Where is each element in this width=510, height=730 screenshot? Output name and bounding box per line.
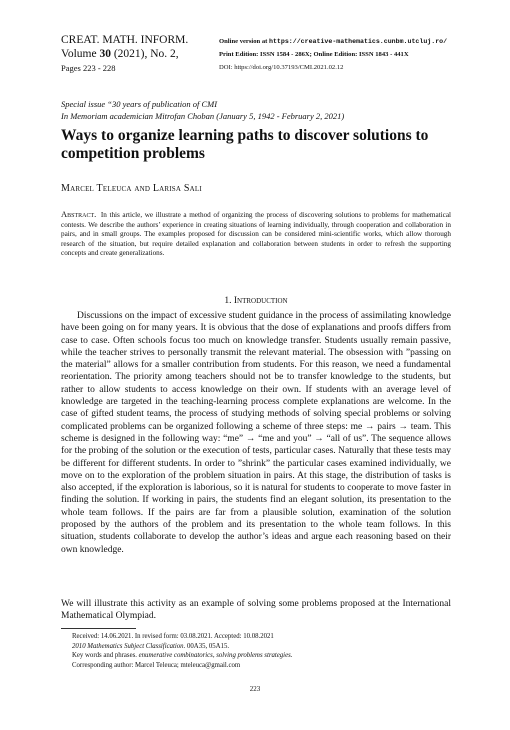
page-range: Pages 223 - 228: [61, 63, 116, 73]
volume-info: [61, 47, 211, 61]
online-version: [219, 35, 489, 48]
special-issue-line2: In Memoriam academician Mitrofan Choban (January 5, 1942 - February 2, 2021): [61, 110, 345, 121]
footnote-divider: [61, 628, 136, 629]
footnote-msc: [72, 642, 452, 652]
keywords-label: Key words and phrases.: [72, 652, 137, 660]
body-paragraph-1: Discussions on the impact of excessive student guidance in the process of assimilating knowledge have been going on for many years. It is obvious that the dose of explanations and proofs differs from case to case. Often schools focus too much on knowledge transfer. Students usually remain passive, while the teacher strives to personally transmit the relevant material. The obsession with ”passing on the material” allows for a smaller contribution from students. For this reason, we need a fundamental reorientation. The priority among teachers should not be to transfer knowledge to the students, but rather to allow students to access knowledge on their own. If students with an average level of knowledge are targeted in the teaching-learning process complete explanations are welcome. In the case of gifted student teams, the process of studying methods of solving special problems or solving complicated problems can be organized following a scheme of three steps: me → pairs → team. This scheme is designed in the following way: “me” → “me and you” → “all of us”. The sequence allows for the probing of the solution or the execution of tests, particular cases. Naturally that these tests may be different for different students. In order to ”shrink” the particular cases examined individually, we move on to the exploration of the problem situation in pairs. At this stage, the distribution of tasks is also accepted, if the exploration is laborious, so it is natural for students to cooperate to move faster in finding the solution. If working in pairs, the students find an elegant solution, its presentation to the whole team follows. If the pairs are far from a plausible solution, examination of the solution proposed by the authors of the problem and its presentation to the whole team follows. In this situation, students collaborate to develop the author’s ideas and argue each reasoning based on their own knowledge.: [61, 311, 451, 555]
volume-rest: (2021), No. 2,: [113, 48, 179, 60]
footnote-corresponding: Corresponding author: Marcel Teleuca; mteleuca@gmail.com: [72, 662, 241, 670]
publication-info: [219, 35, 489, 74]
footnote-keywords: [72, 651, 452, 661]
section-heading: [61, 296, 451, 306]
issn-line: Print Edition: ISSN 1584 - 286X; Online Edition: ISSN 1843 - 441X: [219, 51, 409, 58]
doi-line[interactable]: DOI: https://doi.org/10.37193/CMI.2021.02.12: [219, 64, 344, 71]
paper-title: Ways to organize learning paths to discover solutions to competition problems: [61, 127, 429, 162]
journal-header: [61, 33, 211, 74]
footnotes: [72, 632, 452, 671]
msc-value: 00A35, 05A15.: [186, 642, 230, 650]
abstract-text: In this article, we illustrate a method of organizing the process of discovering solutions to problems for mathematical contests. We describe the authors’ experience in creating situations of learning individually, through cooperation and collaboration in pairs, and in small groups. The examples proposed for discussion can be considered mini-scientific works, which allow thorough research of the situation, but require detailed explanation and collaboration between students in order to refresh the supporting concepts and create generalizations.: [61, 211, 452, 258]
online-url[interactable]: https://creative-mathematics.cunbm.utcluj.ro/: [269, 38, 448, 45]
author-list: Marcel Teleuca and Larisa Sali: [61, 183, 202, 194]
special-issue-line1: Special issue “30 years of publication of CMI: [61, 99, 218, 109]
online-label: Online version at: [219, 38, 268, 45]
section-title: Introduction: [233, 296, 288, 306]
volume-number: 30: [99, 48, 111, 60]
journal-name: CREAT. MATH. INFORM.: [61, 34, 189, 46]
special-issue-note: [61, 99, 461, 122]
abstract: [61, 210, 451, 259]
keywords-value: enumerative combinatorics, solving problems strategies.: [138, 652, 293, 660]
footnote-received: Received: 14.06.2021. In revised form: 03.08.2021. Accepted: 10.08.2021: [72, 633, 274, 640]
body-paragraph-2: We will illustrate this activity as an example of solving some problems proposed at the International Mathematical Olympiad.: [61, 599, 451, 622]
msc-label: 2010 Mathematics Subject Classification.: [72, 642, 186, 650]
page-number: 223: [249, 685, 261, 693]
abstract-label: Abstract.: [61, 209, 97, 219]
section-number: 1.: [224, 296, 232, 306]
volume-label: Volume: [61, 48, 97, 60]
